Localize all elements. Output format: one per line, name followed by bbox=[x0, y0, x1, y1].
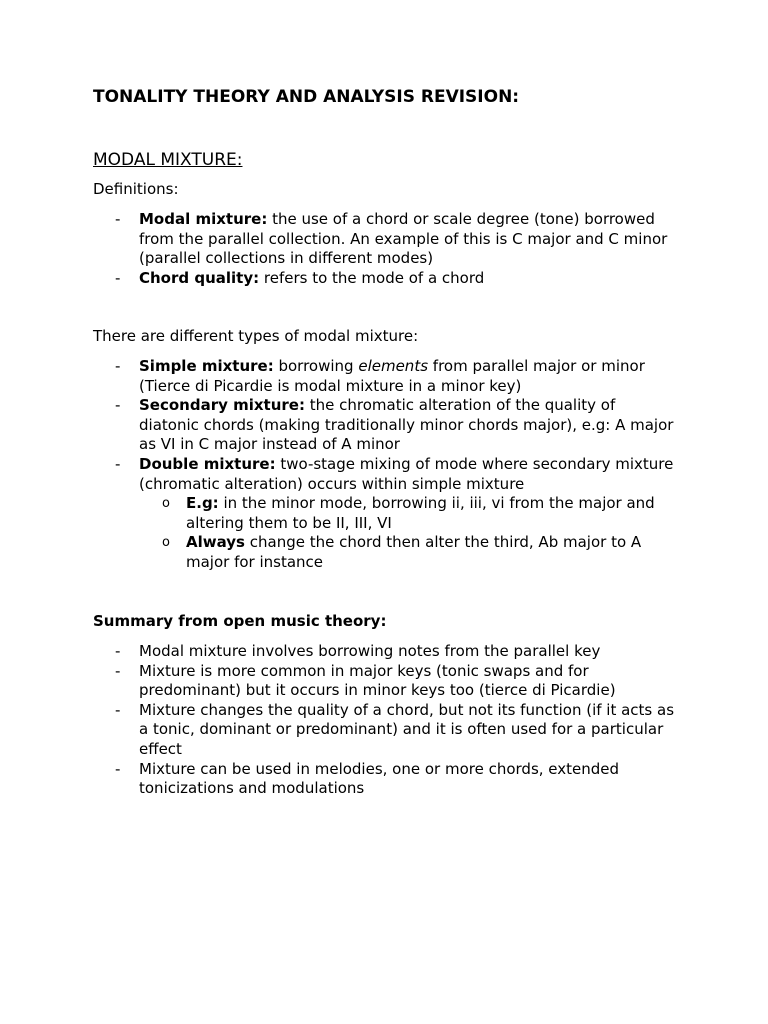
sub-term: Always bbox=[186, 533, 245, 552]
definition-term: Modal mixture: bbox=[139, 210, 268, 228]
summary-item bbox=[93, 760, 676, 799]
summary-item bbox=[93, 662, 676, 701]
type-text: the chromatic alteration of the quality of diatonic chords (making traditionally minor chords major), e.g: A major as VI in C major instead of A minor bbox=[139, 396, 674, 454]
definition-item-modal-mixture bbox=[93, 210, 676, 269]
circle-bullet: o bbox=[162, 535, 170, 551]
dash-bullet: - bbox=[115, 454, 121, 473]
sub-text: change the chord then alter the third, Ab major to A major for instance bbox=[186, 533, 642, 571]
summary-text: Mixture can be used in melodies, one or more chords, extended tonicizations and modulations bbox=[139, 759, 620, 798]
dash-bullet: - bbox=[115, 396, 121, 415]
type-item-secondary-mixture bbox=[93, 396, 676, 455]
definitions-label: Definitions: bbox=[93, 180, 179, 198]
type-item-simple-mixture bbox=[93, 357, 676, 396]
summary-text: Mixture changes the quality of a chord, but not its function (if it acts as a tonic, dominant or predominant) and it is often used for a particular effect bbox=[139, 700, 675, 758]
double-mixture-sublist bbox=[139, 494, 676, 572]
definition-term: Chord quality: bbox=[139, 268, 260, 287]
sub-term: E.g: bbox=[186, 494, 219, 513]
type-term: Double mixture: bbox=[139, 454, 276, 473]
type-text: borrowing bbox=[273, 357, 359, 375]
type-item-double-mixture bbox=[93, 455, 676, 573]
summary-heading: Summary from open music theory: bbox=[93, 612, 387, 630]
type-text-emphasis: elements bbox=[358, 357, 429, 375]
summary-text: Mixture is more common in major keys (tonic swaps and for predominant) but it occurs in minor keys too (tierce di Picardie) bbox=[139, 661, 616, 700]
sub-item-example bbox=[93, 494, 676, 533]
sub-text: in the minor mode, borrowing ii, iii, vi from the major and altering them to be II, III, VI bbox=[186, 494, 655, 532]
type-text: two-stage mixing of mode where secondary mixture (chromatic alteration) occurs within simple mixture bbox=[139, 454, 674, 493]
type-term: Simple mixture: bbox=[139, 357, 274, 375]
types-list bbox=[93, 357, 676, 573]
definition-item-chord-quality bbox=[93, 269, 676, 289]
dash-bullet: - bbox=[115, 700, 121, 719]
types-intro: There are different types of modal mixture: bbox=[93, 327, 419, 345]
summary-list bbox=[93, 642, 676, 799]
definitions-list bbox=[93, 210, 676, 288]
sub-item-always bbox=[93, 533, 676, 572]
dash-bullet: - bbox=[115, 357, 121, 375]
definition-text: refers to the mode of a chord bbox=[259, 268, 485, 287]
dash-bullet: - bbox=[115, 642, 121, 660]
definition-text: the use of a chord or scale degree (tone) borrowed from the parallel collection. An example of this is C major and C minor (parallel collections in different modes) bbox=[139, 210, 668, 268]
summary-item bbox=[93, 642, 676, 662]
section-heading-modal-mixture: MODAL MIXTURE: bbox=[93, 150, 243, 170]
document-title: TONALITY THEORY AND ANALYSIS REVISION: bbox=[93, 87, 520, 107]
summary-text: Modal mixture involves borrowing notes from the parallel key bbox=[139, 642, 601, 660]
type-text: from parallel major or minor (Tierce di Picardie is modal mixture in a minor key) bbox=[139, 357, 645, 395]
dash-bullet: - bbox=[115, 268, 121, 287]
dash-bullet: - bbox=[115, 759, 121, 778]
dash-bullet: - bbox=[115, 210, 121, 228]
type-term: Secondary mixture: bbox=[139, 396, 305, 415]
dash-bullet: - bbox=[115, 661, 121, 680]
summary-item bbox=[93, 701, 676, 760]
circle-bullet: o bbox=[162, 496, 170, 512]
